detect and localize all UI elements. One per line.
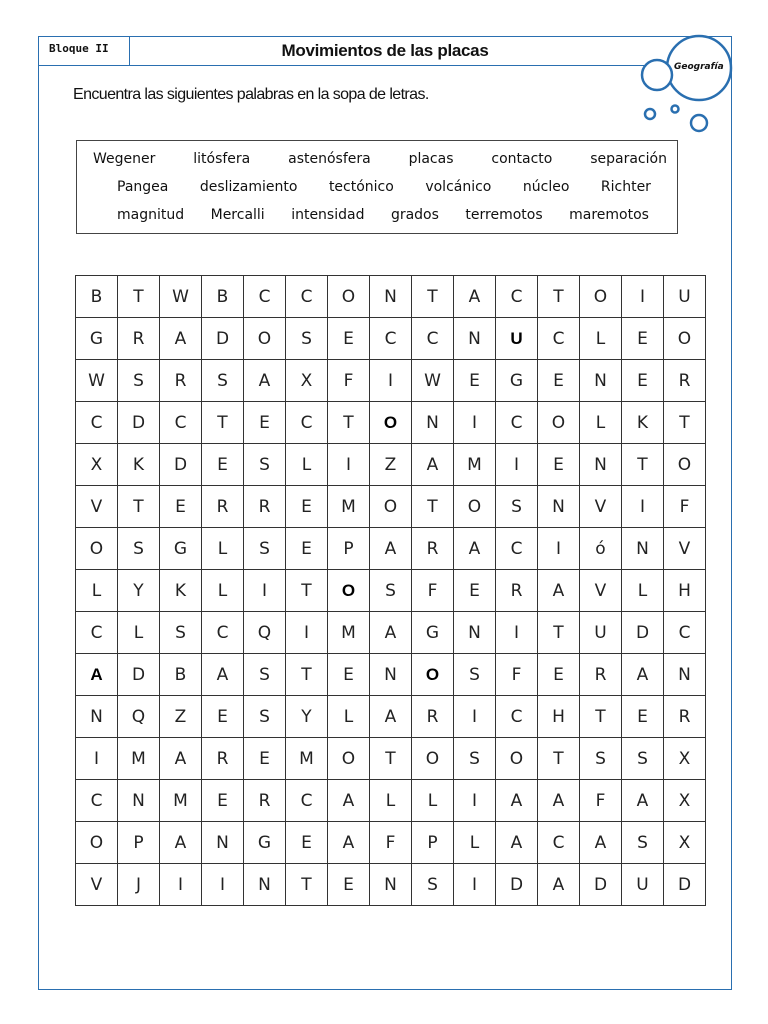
grid-cell[interactable]: N (202, 822, 244, 864)
grid-cell[interactable]: E (286, 528, 328, 570)
grid-cell[interactable]: I (202, 864, 244, 906)
grid-cell[interactable]: E (622, 318, 664, 360)
grid-cell[interactable]: S (160, 612, 202, 654)
word: separación (590, 151, 667, 167)
grid-cell[interactable]: M (160, 780, 202, 822)
grid-cell[interactable]: I (370, 360, 412, 402)
grid-cell[interactable]: X (76, 444, 118, 486)
grid-cell[interactable]: T (622, 444, 664, 486)
grid-row (76, 402, 706, 444)
grid-cell[interactable]: O (412, 654, 454, 696)
grid-cell[interactable]: D (118, 402, 160, 444)
grid-cell[interactable]: O (328, 570, 370, 612)
grid-cell[interactable]: S (244, 696, 286, 738)
grid-cell[interactable]: A (160, 738, 202, 780)
grid-row (76, 360, 706, 402)
grid-cell[interactable]: N (412, 402, 454, 444)
instructions: Encuentra las siguientes palabras en la sopa de letras. (73, 86, 429, 103)
grid-cell[interactable]: E (328, 318, 370, 360)
grid-cell[interactable]: C (286, 276, 328, 318)
grid-cell[interactable]: D (622, 612, 664, 654)
grid-cell[interactable]: E (244, 738, 286, 780)
grid-cell[interactable]: U (580, 612, 622, 654)
grid-cell[interactable]: Q (244, 612, 286, 654)
grid-cell[interactable]: C (412, 318, 454, 360)
grid-cell[interactable]: E (454, 360, 496, 402)
word: núcleo (522, 179, 570, 195)
grid-cell[interactable]: M (286, 738, 328, 780)
grid-cell[interactable]: I (622, 486, 664, 528)
grid-cell[interactable]: E (286, 822, 328, 864)
grid-cell[interactable]: A (538, 780, 580, 822)
grid-cell[interactable]: N (538, 486, 580, 528)
grid-cell[interactable]: B (202, 276, 244, 318)
grid-cell[interactable]: M (118, 738, 160, 780)
grid-cell[interactable]: C (496, 276, 538, 318)
grid-cell[interactable]: U (664, 276, 706, 318)
grid-cell[interactable]: T (118, 486, 160, 528)
word-row (117, 207, 649, 229)
grid-cell[interactable]: I (454, 864, 496, 906)
grid-cell[interactable]: T (412, 486, 454, 528)
grid-cell[interactable]: A (244, 360, 286, 402)
grid-cell[interactable]: I (496, 444, 538, 486)
grid-cell[interactable]: ó (580, 528, 622, 570)
grid-cell[interactable]: V (664, 528, 706, 570)
grid-cell[interactable]: D (664, 864, 706, 906)
grid-cell[interactable]: S (370, 570, 412, 612)
grid-cell[interactable]: A (622, 654, 664, 696)
grid-cell[interactable]: S (202, 360, 244, 402)
grid-cell[interactable]: A (496, 780, 538, 822)
grid-cell[interactable]: C (286, 780, 328, 822)
grid-cell[interactable]: I (76, 738, 118, 780)
grid-cell[interactable]: A (538, 570, 580, 612)
grid-cell[interactable]: C (76, 612, 118, 654)
grid-row (76, 654, 706, 696)
grid-cell[interactable]: Q (118, 696, 160, 738)
grid-cell[interactable]: B (76, 276, 118, 318)
grid-cell[interactable]: I (622, 276, 664, 318)
grid-cell[interactable]: T (664, 402, 706, 444)
grid-cell[interactable]: S (496, 486, 538, 528)
grid-cell[interactable]: N (370, 654, 412, 696)
grid-cell[interactable]: E (328, 654, 370, 696)
grid-cell[interactable]: T (118, 276, 160, 318)
word: magnitud (117, 207, 185, 223)
word-search-grid (75, 275, 706, 906)
grid-row (76, 696, 706, 738)
grid-cell[interactable]: T (328, 402, 370, 444)
grid-cell[interactable]: I (454, 696, 496, 738)
grid-cell[interactable]: Y (118, 570, 160, 612)
grid-cell[interactable]: V (580, 486, 622, 528)
word: placas (408, 151, 454, 167)
grid-cell[interactable]: S (622, 738, 664, 780)
grid-cell[interactable]: O (454, 486, 496, 528)
grid-cell[interactable]: U (496, 318, 538, 360)
grid-cell[interactable]: S (118, 360, 160, 402)
grid-cell[interactable]: A (370, 696, 412, 738)
grid-cell[interactable]: T (412, 276, 454, 318)
grid-cell[interactable]: R (580, 654, 622, 696)
page-title: Movimientos de las placas (281, 41, 489, 60)
grid-cell[interactable]: E (160, 486, 202, 528)
grid-cell[interactable]: I (286, 612, 328, 654)
grid-cell[interactable]: F (412, 570, 454, 612)
grid-cell[interactable]: L (76, 570, 118, 612)
grid-cell[interactable]: F (580, 780, 622, 822)
grid-cell[interactable]: N (118, 780, 160, 822)
grid-cell[interactable]: N (244, 864, 286, 906)
grid-cell[interactable]: N (370, 864, 412, 906)
grid-cell[interactable]: F (370, 822, 412, 864)
grid-cell[interactable]: E (622, 360, 664, 402)
grid-cell[interactable]: A (538, 864, 580, 906)
grid-cell[interactable]: R (118, 318, 160, 360)
grid-cell[interactable]: S (454, 738, 496, 780)
grid-cell[interactable]: S (412, 864, 454, 906)
grid-cell[interactable]: C (286, 402, 328, 444)
grid-cell[interactable]: E (202, 444, 244, 486)
grid-cell[interactable]: T (202, 402, 244, 444)
grid-cell[interactable]: G (76, 318, 118, 360)
word-list-box (76, 140, 678, 234)
grid-cell[interactable]: I (454, 780, 496, 822)
grid-cell[interactable]: O (328, 276, 370, 318)
grid-cell[interactable]: C (76, 402, 118, 444)
grid-cell[interactable]: D (202, 318, 244, 360)
grid-cell[interactable]: Y (286, 696, 328, 738)
grid-cell[interactable]: A (370, 528, 412, 570)
grid-cell[interactable]: V (76, 864, 118, 906)
word: Richter (600, 179, 651, 195)
word: litósfera (193, 151, 251, 167)
grid-row (76, 570, 706, 612)
word: Wegener (93, 151, 156, 167)
grid-cell[interactable]: S (118, 528, 160, 570)
grid-cell[interactable]: X (664, 738, 706, 780)
grid-cell[interactable]: I (244, 570, 286, 612)
grid-row (76, 612, 706, 654)
grid-cell[interactable]: A (454, 276, 496, 318)
grid-row (76, 822, 706, 864)
grid-cell[interactable]: O (412, 738, 454, 780)
grid-cell[interactable]: D (580, 864, 622, 906)
grid-cell[interactable]: C (538, 318, 580, 360)
word: tectónico (328, 179, 394, 195)
grid-cell[interactable]: S (244, 654, 286, 696)
word: Pangea (117, 179, 169, 195)
grid-cell[interactable]: A (328, 780, 370, 822)
grid-cell[interactable]: C (496, 696, 538, 738)
grid-cell[interactable]: C (160, 402, 202, 444)
grid-cell[interactable]: R (202, 486, 244, 528)
grid-cell[interactable]: C (538, 822, 580, 864)
grid-cell[interactable]: U (622, 864, 664, 906)
grid-cell[interactable]: F (496, 654, 538, 696)
grid-cell[interactable]: E (244, 402, 286, 444)
grid-cell[interactable]: M (454, 444, 496, 486)
grid-row (76, 780, 706, 822)
grid-cell[interactable]: M (328, 612, 370, 654)
grid-cell[interactable]: N (454, 612, 496, 654)
grid-row (76, 864, 706, 906)
grid-cell[interactable]: R (244, 780, 286, 822)
grid-cell[interactable]: O (244, 318, 286, 360)
grid-cell[interactable]: K (118, 444, 160, 486)
grid-cell[interactable]: F (664, 486, 706, 528)
grid-cell[interactable]: L (580, 318, 622, 360)
grid-cell[interactable]: P (328, 528, 370, 570)
grid-cell[interactable]: R (244, 486, 286, 528)
grid-cell[interactable]: A (76, 654, 118, 696)
word: terremotos (465, 207, 543, 223)
grid-cell[interactable]: S (454, 654, 496, 696)
grid-cell[interactable]: O (76, 528, 118, 570)
grid-cell[interactable]: C (202, 612, 244, 654)
grid-cell[interactable]: G (244, 822, 286, 864)
word: astenósfera (288, 151, 371, 167)
grid-cell[interactable]: L (328, 696, 370, 738)
grid-cell[interactable]: C (370, 318, 412, 360)
grid-cell[interactable]: S (244, 444, 286, 486)
grid-cell[interactable]: A (202, 654, 244, 696)
grid-cell[interactable]: L (454, 822, 496, 864)
grid-cell[interactable]: N (580, 444, 622, 486)
grid-cell[interactable]: P (412, 822, 454, 864)
grid-cell[interactable]: S (622, 822, 664, 864)
grid-cell[interactable]: L (622, 570, 664, 612)
grid-cell[interactable]: O (370, 486, 412, 528)
word: contacto (491, 151, 553, 167)
grid-cell[interactable]: C (664, 612, 706, 654)
grid-cell[interactable]: J (118, 864, 160, 906)
grid-row (76, 318, 706, 360)
grid-cell[interactable]: D (496, 864, 538, 906)
word: deslizamiento (199, 179, 298, 195)
grid-cell[interactable]: R (412, 696, 454, 738)
grid-cell[interactable]: H (664, 570, 706, 612)
grid-cell[interactable]: N (454, 318, 496, 360)
grid-cell[interactable]: V (580, 570, 622, 612)
grid-cell[interactable]: K (622, 402, 664, 444)
grid-row (76, 444, 706, 486)
grid-cell[interactable]: N (664, 654, 706, 696)
grid-cell[interactable]: Z (160, 696, 202, 738)
grid-cell[interactable]: M (328, 486, 370, 528)
grid-cell[interactable]: I (328, 444, 370, 486)
grid-cell[interactable]: L (412, 780, 454, 822)
grid-cell[interactable]: O (580, 276, 622, 318)
grid-cell[interactable]: R (160, 360, 202, 402)
grid-cell[interactable]: L (580, 402, 622, 444)
grid-cell[interactable]: S (286, 318, 328, 360)
grid-cell[interactable]: D (118, 654, 160, 696)
grid-cell[interactable]: C (496, 402, 538, 444)
grid-cell[interactable]: A (580, 822, 622, 864)
grid-cell[interactable]: P (118, 822, 160, 864)
grid-cell[interactable]: E (454, 570, 496, 612)
grid-cell[interactable]: A (412, 444, 454, 486)
grid-row (76, 528, 706, 570)
grid-cell[interactable]: E (538, 654, 580, 696)
grid-cell[interactable]: X (664, 780, 706, 822)
grid-cell[interactable]: O (496, 738, 538, 780)
grid-cell[interactable]: K (160, 570, 202, 612)
grid-cell[interactable]: G (412, 612, 454, 654)
grid-cell[interactable]: L (118, 612, 160, 654)
word-row (93, 151, 667, 173)
grid-cell[interactable]: T (538, 276, 580, 318)
grid-cell[interactable]: Z (370, 444, 412, 486)
grid-cell[interactable]: G (496, 360, 538, 402)
grid-cell[interactable]: I (496, 612, 538, 654)
grid-cell[interactable]: T (580, 696, 622, 738)
word: maremotos (569, 207, 649, 223)
grid-cell[interactable]: E (538, 444, 580, 486)
grid-cell[interactable]: T (538, 612, 580, 654)
grid-cell[interactable]: O (328, 738, 370, 780)
grid-cell[interactable]: W (160, 276, 202, 318)
word: grados (390, 207, 439, 223)
grid-cell[interactable]: T (286, 864, 328, 906)
grid-row (76, 738, 706, 780)
grid-cell[interactable]: O (664, 318, 706, 360)
grid-cell[interactable]: N (76, 696, 118, 738)
word-row (117, 179, 651, 201)
grid-cell[interactable]: C (496, 528, 538, 570)
grid-cell[interactable]: B (160, 654, 202, 696)
word: volcánico (425, 179, 492, 195)
grid-cell[interactable]: L (286, 444, 328, 486)
grid-cell[interactable]: N (370, 276, 412, 318)
grid-cell[interactable]: N (580, 360, 622, 402)
grid-cell[interactable]: A (160, 822, 202, 864)
grid-cell[interactable]: O (538, 402, 580, 444)
grid-cell[interactable]: N (622, 528, 664, 570)
grid-cell[interactable]: R (664, 360, 706, 402)
bubbles-decoration (630, 30, 740, 140)
grid-cell[interactable]: I (160, 864, 202, 906)
grid-cell[interactable]: E (286, 486, 328, 528)
grid-cell[interactable]: A (160, 318, 202, 360)
grid-cell[interactable]: L (370, 780, 412, 822)
grid-cell[interactable]: E (202, 780, 244, 822)
subject-label: Geografía (674, 62, 724, 72)
grid-cell[interactable]: X (664, 822, 706, 864)
grid-cell[interactable]: G (160, 528, 202, 570)
grid-cell[interactable]: E (538, 360, 580, 402)
grid-cell[interactable]: T (286, 654, 328, 696)
grid-cell[interactable]: O (370, 402, 412, 444)
grid-cell[interactable]: I (454, 402, 496, 444)
grid-cell[interactable]: C (76, 780, 118, 822)
grid-cell[interactable]: H (538, 696, 580, 738)
grid-cell[interactable]: A (622, 780, 664, 822)
bloque-label: Bloque II (38, 36, 130, 66)
grid-cell[interactable]: E (202, 696, 244, 738)
grid-cell[interactable]: R (412, 528, 454, 570)
grid-cell[interactable]: A (454, 528, 496, 570)
grid-cell[interactable]: T (286, 570, 328, 612)
grid-cell[interactable]: O (664, 444, 706, 486)
grid-cell[interactable]: R (496, 570, 538, 612)
grid-cell[interactable]: S (244, 528, 286, 570)
grid-cell[interactable]: A (496, 822, 538, 864)
grid-cell[interactable]: E (622, 696, 664, 738)
grid-cell[interactable]: A (370, 612, 412, 654)
grid-cell[interactable]: E (328, 864, 370, 906)
grid-cell[interactable]: I (538, 528, 580, 570)
grid-cell[interactable]: C (244, 276, 286, 318)
grid-cell[interactable]: A (328, 822, 370, 864)
grid-cell[interactable]: X (286, 360, 328, 402)
grid-cell[interactable]: D (160, 444, 202, 486)
grid-cell[interactable]: S (580, 738, 622, 780)
word: Mercalli (210, 207, 265, 223)
grid-cell[interactable]: T (538, 738, 580, 780)
grid-row (76, 486, 706, 528)
grid-cell[interactable]: W (412, 360, 454, 402)
grid-cell[interactable]: R (664, 696, 706, 738)
grid-cell[interactable]: L (202, 570, 244, 612)
grid-cell[interactable]: T (370, 738, 412, 780)
grid-cell[interactable]: W (76, 360, 118, 402)
grid-cell[interactable]: R (202, 738, 244, 780)
grid-cell[interactable]: F (328, 360, 370, 402)
grid-cell[interactable]: L (202, 528, 244, 570)
grid-cell[interactable]: O (76, 822, 118, 864)
grid-cell[interactable]: V (76, 486, 118, 528)
grid-row (76, 276, 706, 318)
word: intensidad (291, 207, 365, 223)
